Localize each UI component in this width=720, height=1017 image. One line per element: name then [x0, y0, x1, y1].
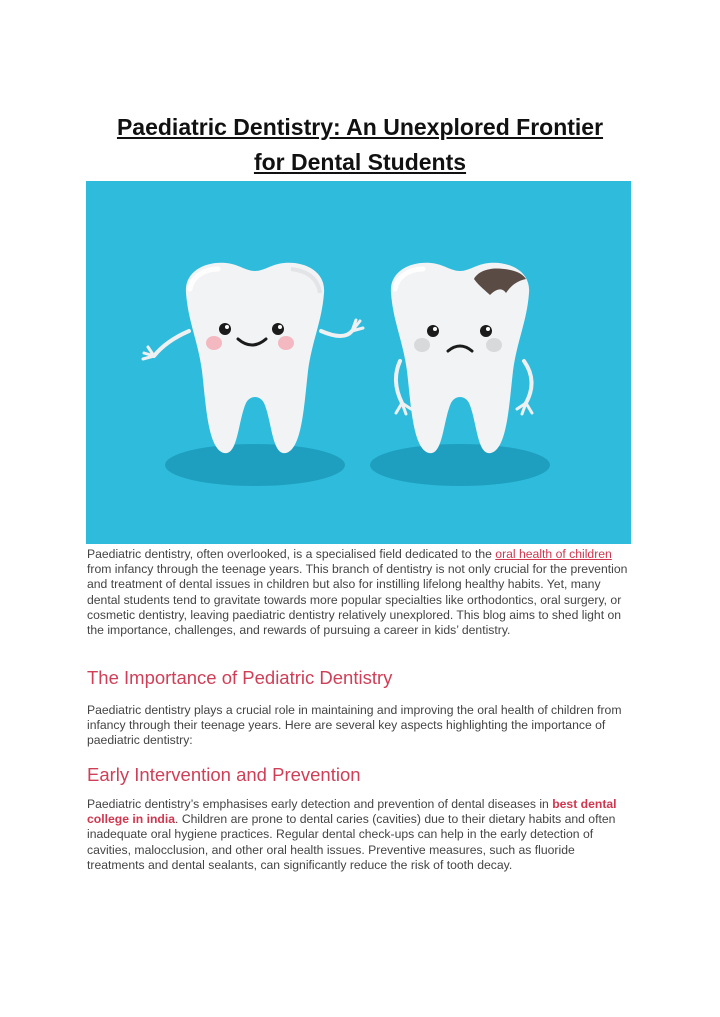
- hero-illustration: [86, 181, 631, 544]
- early-intervention-paragraph: [87, 797, 635, 873]
- intro-text-end: from infancy through the teenage years. This branch of dentistry is not only crucial for the prevention and treatment of dental issues in children but also for instilling lifelong healthy habits. Yet, many dental students tend to gravitate towards more popular specialties like orthodontics, oral surgery, or cosmetic dentistry, leaving paediatric dentistry relatively unexplored. This blog aims to shed light on the importance, challenges, and rewards of pursuing a career in kids’ dentistry.: [87, 562, 628, 638]
- intro-text-start: Paediatric dentistry, often overlooked, is a specialised field dedicated to the: [87, 547, 496, 561]
- early-intervention-text-start: Paediatric dentistry’s emphasises early detection and prevention of dental diseases in: [87, 797, 553, 811]
- oral-health-of-children-link[interactable]: oral health of children: [495, 547, 612, 561]
- page-title: [60, 110, 660, 180]
- title-line-2: for Dental Students: [253, 149, 467, 175]
- early-intervention-text-end: . Children are prone to dental caries (cavities) due to their dietary habits and often inadequate oral hygiene practices. Regular dental check-ups can help in the early detection of cavities, malocclusion, and other oral health issues. Preventive measures, such as fluoride treatments and dental sealants, can significantly reduce the risk of tooth decay.: [87, 812, 616, 872]
- section-heading-importance: The Importance of Pediatric Dentistry: [87, 667, 393, 688]
- title-line-1: Paediatric Dentistry: An Unexplored Frontier: [116, 114, 604, 140]
- best-dental-college-link[interactable]: best dental college in india: [87, 797, 617, 827]
- tooth-shadow: [370, 444, 550, 486]
- intro-paragraph: [87, 547, 635, 638]
- section-heading-early-intervention: Early Intervention and Prevention: [87, 764, 361, 785]
- importance-paragraph: Paediatric dentistry plays a crucial role in maintaining and improving the oral health of children from infancy through their teenage years. Here are several key aspects highlighting the importance of paediatric dentistry:: [87, 703, 622, 748]
- tooth-shadow: [165, 444, 345, 486]
